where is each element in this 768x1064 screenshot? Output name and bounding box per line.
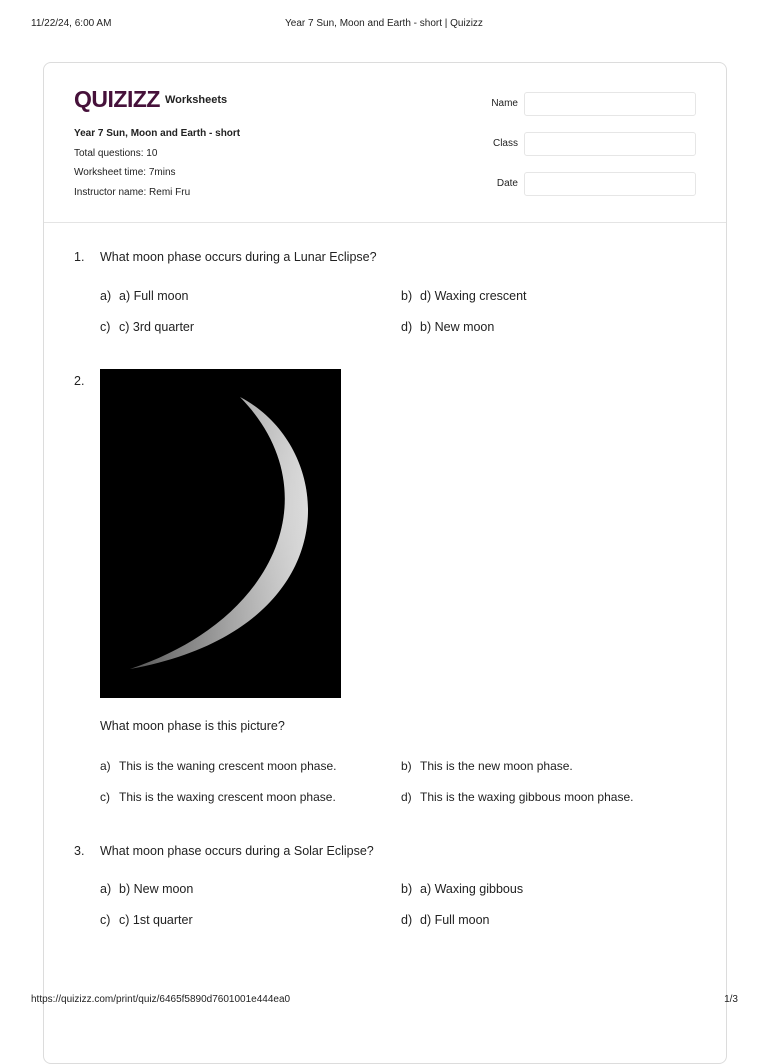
question-number: 2. (74, 374, 85, 388)
option-a[interactable]: a) a) Full moon (100, 289, 189, 303)
crescent-moon-image (100, 369, 341, 698)
option-d[interactable]: d) d) Full moon (401, 913, 490, 927)
name-label: Name (491, 98, 518, 109)
print-page-title: Year 7 Sun, Moon and Earth - short | Quizizz (285, 18, 483, 29)
worksheet-meta (74, 127, 240, 205)
option-d[interactable]: d) This is the waxing gibbous moon phase. (401, 790, 634, 804)
option-c[interactable]: c) This is the waxing crescent moon phase. (100, 790, 336, 804)
option-b[interactable]: b) d) Waxing crescent (401, 289, 527, 303)
date-label: Date (496, 178, 518, 189)
print-footer (0, 994, 768, 1008)
worksheet-time: Worksheet time: 7mins (74, 167, 176, 178)
print-header (0, 18, 768, 32)
svg-text:QUIZIZZ: QUIZIZZ (74, 86, 160, 112)
print-datetime: 11/22/24, 6:00 AM (31, 18, 112, 29)
print-page-number: 1/3 (724, 994, 738, 1005)
worksheet-header (44, 63, 726, 223)
option-b[interactable]: b) This is the new moon phase. (401, 759, 573, 773)
brand-sub-label: Worksheets (165, 94, 228, 106)
question-number: 3. (74, 844, 85, 858)
name-field (474, 92, 696, 114)
question-number: 1. (74, 250, 85, 264)
option-c[interactable]: c) c) 3rd quarter (100, 320, 195, 334)
option-c[interactable]: c) c) 1st quarter (100, 913, 193, 927)
class-field (474, 132, 696, 154)
quizizz-logo-icon (74, 85, 161, 113)
question-text: What moon phase occurs during a Solar Eclipse? (100, 844, 374, 858)
instructor-name: Instructor name: Remi Fru (74, 186, 191, 198)
option-d[interactable]: d) b) New moon (401, 320, 495, 334)
question-text: What moon phase occurs during a Lunar Eclipse? (100, 250, 377, 264)
option-a[interactable]: a) b) New moon (100, 882, 194, 896)
question-text: What moon phase is this picture? (100, 719, 285, 733)
date-input[interactable] (524, 172, 696, 196)
option-b[interactable]: b) a) Waxing gibbous (401, 882, 524, 896)
name-input[interactable] (524, 92, 696, 116)
class-label: Class (492, 138, 518, 149)
total-questions: Total questions: 10 (74, 147, 158, 159)
worksheet-title: Year 7 Sun, Moon and Earth - short (74, 128, 241, 139)
brand-logo (74, 85, 227, 113)
date-field (474, 172, 696, 194)
option-a[interactable]: a) This is the waning crescent moon phase. (100, 759, 337, 773)
class-input[interactable] (524, 132, 696, 156)
print-url: https://quizizz.com/print/quiz/6465f5890d7601001e444ea0 (31, 994, 291, 1005)
